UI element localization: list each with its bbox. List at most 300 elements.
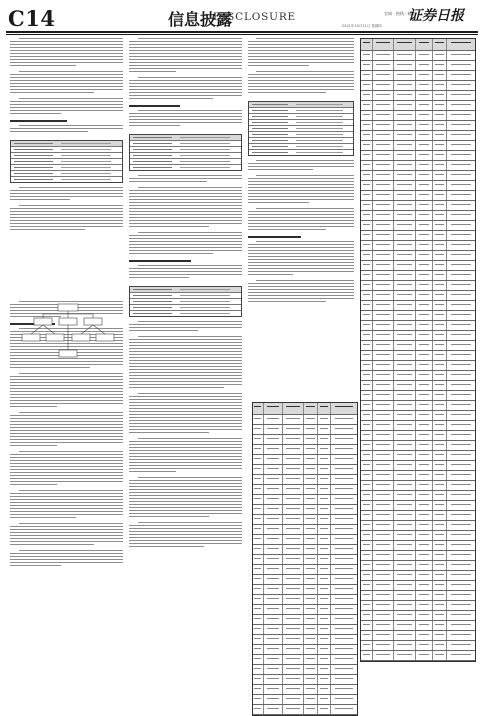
table-row [361,461,475,471]
table-cell [373,621,394,630]
table-cell [373,581,394,590]
text-line [129,274,242,275]
table-cell [331,625,357,634]
table-row [361,451,475,461]
table-cell [283,495,304,504]
table-cell [394,451,417,460]
table-row [253,625,357,635]
table-cell [264,575,283,584]
text-line [248,62,354,63]
text-line [248,184,354,185]
table-cell [361,211,373,220]
table-cell [447,471,475,480]
text-line [129,369,242,370]
text-line [256,38,354,39]
text-line [129,357,242,358]
table-cell [447,441,475,450]
text-line [129,190,242,191]
text-line [129,324,242,325]
text-line [248,41,354,42]
text-line [129,122,242,123]
text-line [129,498,242,499]
table-row [361,351,475,361]
table-cell [394,261,417,270]
text-line [248,295,354,296]
text-line [10,131,88,132]
table-row [361,381,475,391]
table-cell [318,635,331,644]
table-cell [447,341,475,350]
table-cell [447,551,475,560]
text-line [129,402,242,403]
table-cell [433,321,447,330]
table-cell [394,401,417,410]
table-cell [361,561,373,570]
table-cell [394,591,417,600]
table-cell [264,525,283,534]
table-cell [447,431,475,440]
table-cell [433,351,447,360]
issue-date-line: 2021年10月21日 星期四 [342,24,382,28]
text-line [10,442,123,443]
text-line [248,247,354,248]
text-line [129,450,242,451]
table-cell [361,111,373,120]
text-line [10,211,123,212]
table-cell [373,151,394,160]
table-cell [253,535,264,544]
section-title: 信息披露 [168,10,233,29]
table-row [361,621,475,631]
text-line [248,80,354,81]
table-row [361,341,475,351]
table-cell [433,611,447,620]
table-cell [331,425,357,434]
text-line [10,113,61,114]
table-cell [331,445,357,454]
text-line [19,373,123,374]
table-cell [373,141,394,150]
text-line [248,289,354,290]
table-cell [361,521,373,530]
table-cell [304,455,319,464]
table-cell [394,321,417,330]
table-cell [394,91,417,100]
table-cell [331,525,357,534]
table-cell [283,615,304,624]
table-cell [304,475,319,484]
text-line [10,50,123,51]
masthead-rule [6,31,478,33]
table-cell [253,705,264,714]
text-line [19,412,123,413]
table-cell [361,431,373,440]
table-cell [433,331,447,340]
text-line [10,56,123,57]
table-cell [394,531,417,540]
table-cell [416,551,432,560]
table-cell [416,231,432,240]
table-row [253,415,357,425]
table-cell [318,425,331,434]
table-cell [416,441,432,450]
text-line [129,65,242,66]
table-cell [253,675,264,684]
table-cell [361,411,373,420]
table-cell [447,251,475,260]
table-row [361,511,475,521]
table-cell [304,485,319,494]
text-line [129,501,242,502]
table-cell [447,401,475,410]
table-cell [373,221,394,230]
table-cell [447,201,475,210]
table-cell [361,351,373,360]
table-cell [447,281,475,290]
table-cell [416,401,432,410]
table-cell [373,641,394,650]
table-cell [253,555,264,564]
text-line [248,53,354,54]
table-cell [283,403,304,414]
table-cell [373,131,394,140]
table-cell [416,251,432,260]
table-cell [373,271,394,280]
text-line [10,403,123,404]
table-cell [433,581,447,590]
table-cell [433,571,447,580]
table-cell [318,655,331,664]
table-cell [253,455,264,464]
table-cell [304,665,319,674]
table-cell [394,481,417,490]
table-cell [447,621,475,630]
text-line [129,241,242,242]
table-cell [433,161,447,170]
table-row [361,141,475,151]
table-cell [433,521,447,530]
table-cell [394,361,417,370]
table-cell [373,511,394,520]
text-line [19,490,123,491]
table-row [253,695,357,705]
table-cell [361,61,373,70]
text-line [248,202,309,203]
table-cell [373,551,394,560]
text-line [10,463,123,464]
text-line [129,348,242,349]
text-line [129,381,242,382]
masthead-rule-thin [6,34,478,35]
table-cell [433,131,447,140]
table-cell [361,51,373,60]
table-row [361,171,475,181]
table-cell [416,331,432,340]
table-cell [318,525,331,534]
text-line [248,292,354,293]
text-line [129,492,242,493]
table-row [361,551,475,561]
text-line [129,235,242,236]
text-line [10,217,123,218]
table-cell [394,271,417,280]
table-cell [264,555,283,564]
table-cell [394,341,417,350]
text-line [10,110,123,111]
text-line [129,462,242,463]
table-cell [394,171,417,180]
text-line [248,211,354,212]
text-line [129,196,242,197]
table-cell [264,535,283,544]
text-line [129,238,242,239]
text-line [129,495,242,496]
text-line [138,438,242,439]
table-cell [264,655,283,664]
table-cell [433,531,447,540]
text-line [248,283,354,284]
text-line [129,417,242,418]
table-cell [361,341,373,350]
table-cell [416,591,432,600]
table-cell [318,575,331,584]
table-cell [264,465,283,474]
table-cell [394,251,417,260]
table-cell [394,101,417,110]
text-column-2 [129,38,242,552]
table-row [11,177,122,182]
table-cell [304,625,319,634]
table-cell [253,425,264,434]
text-line [19,550,123,551]
table-cell [433,221,447,230]
table-cell [416,351,432,360]
table-cell [394,201,417,210]
table-cell [373,611,394,620]
text-line [129,83,242,84]
text-line [10,400,123,401]
table-cell [394,141,417,150]
table-row [361,641,475,651]
text-line [129,327,242,328]
text-line [248,181,354,182]
table-cell [447,461,475,470]
org-structure-diagram [18,302,118,364]
text-line [10,499,123,500]
table-cell [361,291,373,300]
table-row [361,201,475,211]
table-cell [283,465,304,474]
table-cell [447,311,475,320]
text-line [248,199,354,200]
table-cell [394,571,417,580]
table-row [361,241,475,251]
table-cell [433,111,447,120]
table-row [253,585,357,595]
table-cell [253,485,264,494]
table-cell [304,535,319,544]
table-cell [433,371,447,380]
text-line [10,433,123,434]
table-row [253,655,357,665]
table-row [361,261,475,271]
text-line [248,214,354,215]
table-cell [331,615,357,624]
text-line [10,77,123,78]
table-cell [331,415,357,424]
table-cell [416,241,432,250]
text-line [129,486,242,487]
table-cell [331,705,357,714]
table-row [253,705,357,715]
inline-table [129,134,242,171]
table-row [361,101,475,111]
masthead [6,4,478,32]
section-heading [248,236,301,238]
table-cell [447,321,475,330]
text-line [10,74,123,75]
table-cell [264,495,283,504]
table-cell [433,651,447,660]
text-line [10,427,123,428]
text-line [129,546,204,547]
table-cell [304,645,319,654]
table-cell [331,545,357,554]
text-line [248,89,354,90]
table-row [253,475,357,485]
table-cell [394,241,417,250]
table-cell [394,351,417,360]
table-cell [253,625,264,634]
table-cell [373,291,394,300]
text-line [10,553,123,554]
table-cell [318,675,331,684]
text-line [10,65,76,66]
table-cell [304,555,319,564]
table-cell [447,231,475,240]
table-cell [416,471,432,480]
text-line [248,262,354,263]
text-line [129,441,242,442]
table-cell [416,641,432,650]
table-cell [264,605,283,614]
text-line [129,411,242,412]
table-cell [433,271,447,280]
table-cell [318,415,331,424]
table-cell [394,631,417,640]
table-cell [433,641,447,650]
table-row [253,495,357,505]
table-cell [304,675,319,684]
table-cell [373,61,394,70]
table-row [361,121,475,131]
table-row [249,150,353,155]
text-line [10,199,70,200]
table-cell [416,201,432,210]
table-cell [373,501,394,510]
inline-table [129,286,242,317]
table-cell [304,655,319,664]
table-cell [304,415,319,424]
table-cell [331,665,357,674]
text-line [10,394,123,395]
text-line [129,268,242,269]
text-line [10,502,123,503]
text-line [10,466,123,467]
text-line [248,190,354,191]
table-cell [433,121,447,130]
table-row [361,371,475,381]
text-line [129,363,242,364]
table-cell [447,221,475,230]
table-cell [394,111,417,120]
table-cell [433,491,447,500]
table-row [361,61,475,71]
text-line [129,471,176,472]
table-cell [416,421,432,430]
table-cell [361,241,373,250]
text-line [129,250,242,251]
table-cell [416,51,432,60]
text-line [129,543,242,544]
text-line [10,418,123,419]
text-line [129,247,242,248]
table-cell [361,401,373,410]
text-line [138,265,242,266]
table-cell [264,625,283,634]
table-cell [373,39,394,50]
table-row [253,645,357,655]
text-line [129,178,242,179]
table-cell [361,371,373,380]
table-cell [394,51,417,60]
table-cell [373,71,394,80]
text-line [10,484,57,485]
text-line [129,414,242,415]
table-cell [394,181,417,190]
text-line [10,41,123,42]
text-line [10,89,123,90]
table-cell [433,441,447,450]
text-line [129,504,242,505]
table-cell [416,651,432,660]
table-cell [394,651,417,660]
table-cell [318,465,331,474]
table-cell [253,635,264,644]
table-cell [264,425,283,434]
table-cell [416,501,432,510]
table-cell [331,505,357,514]
table-cell [331,403,357,414]
table-cell [373,91,394,100]
table-cell [331,655,357,664]
table-cell [373,311,394,320]
table-cell [447,501,475,510]
table-cell [373,211,394,220]
text-line [10,481,123,482]
table-cell [447,451,475,460]
table-cell [416,131,432,140]
text-line [248,50,354,51]
table-cell [433,391,447,400]
table-row [253,665,357,675]
text-line [129,208,242,209]
text-line [10,214,123,215]
text-line [10,391,123,392]
table-cell [253,585,264,594]
table-row [253,445,357,455]
text-line [248,44,354,45]
